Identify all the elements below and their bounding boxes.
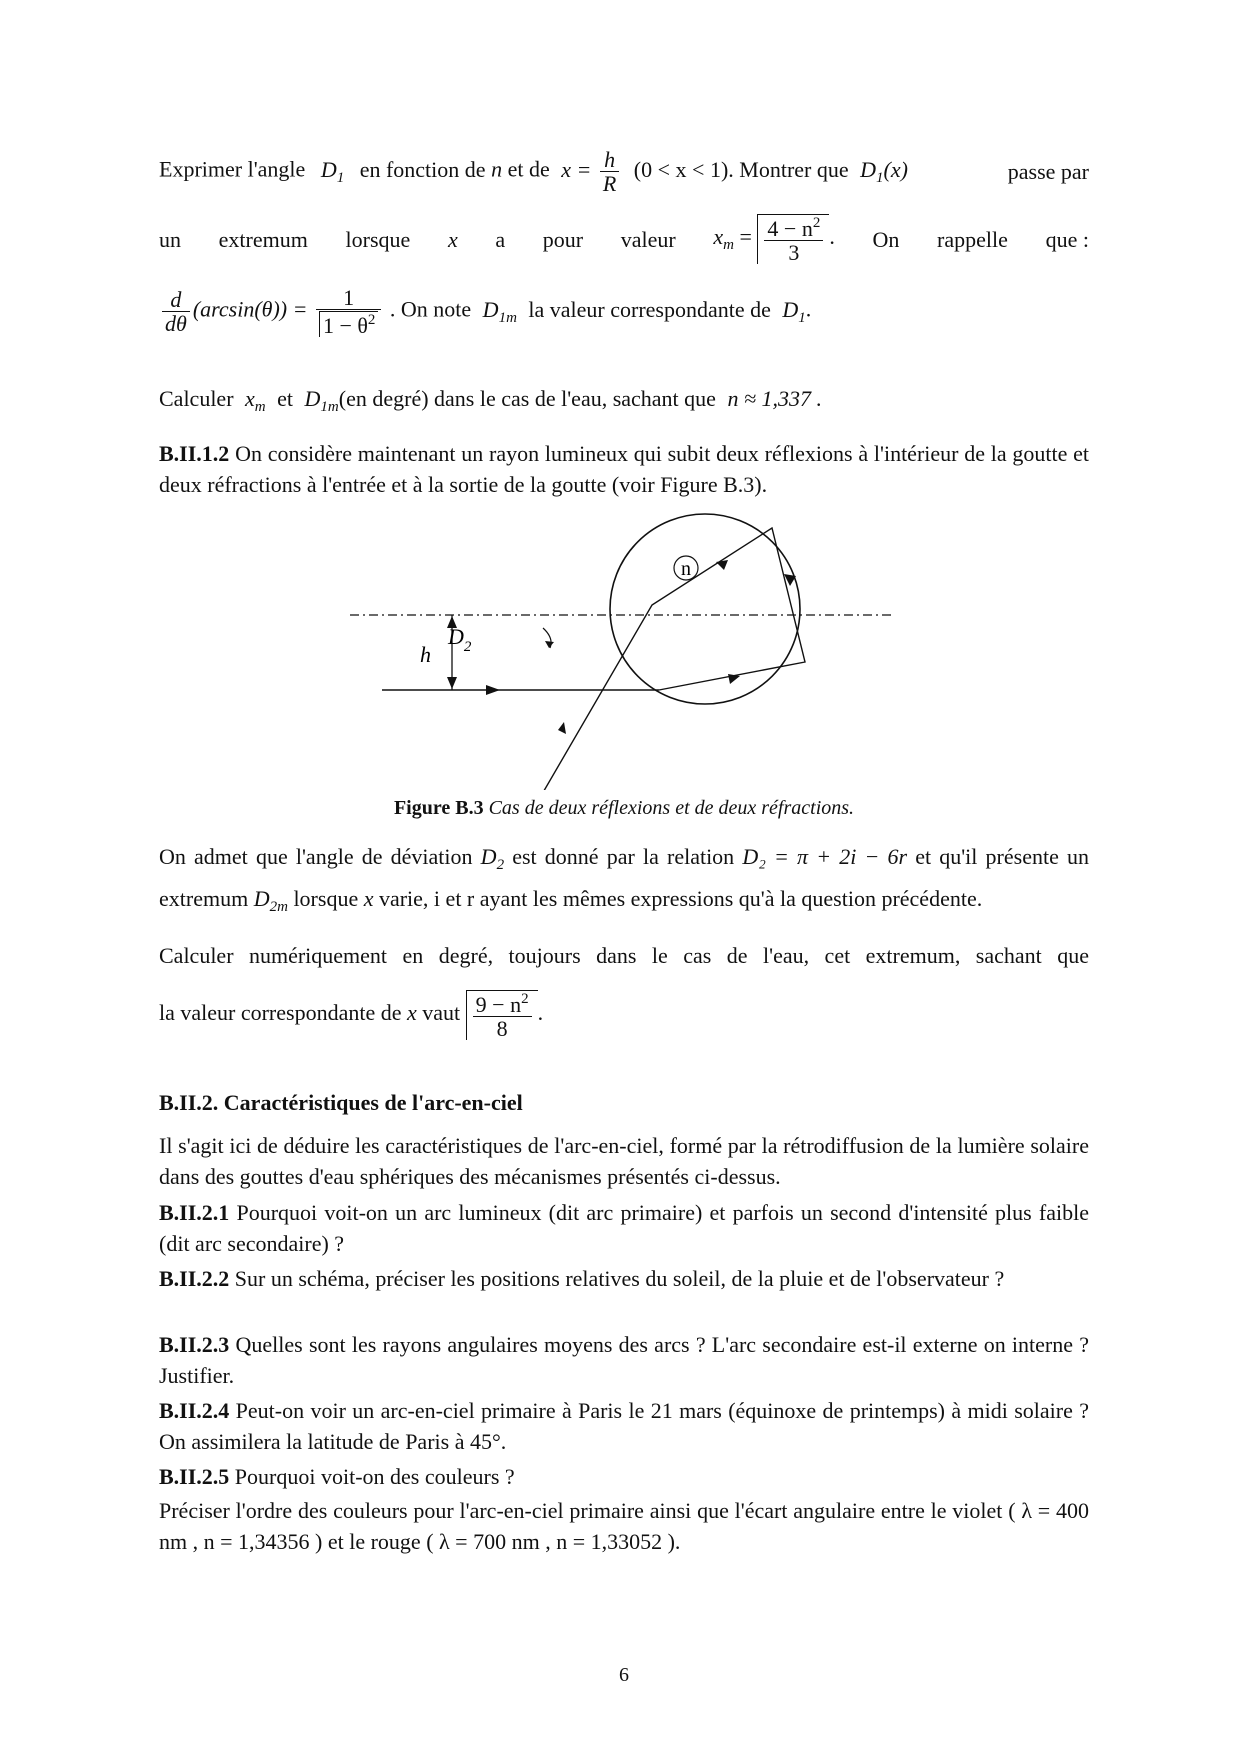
d1-symbol: $D_1$ — [320, 156, 345, 186]
d1m-symbol: $D_{1m}$ — [482, 296, 517, 326]
word-x: x — [447, 226, 458, 252]
n-symbol: n — [491, 156, 503, 182]
x-eq: x = — [561, 156, 592, 182]
express-line — [159, 148, 1089, 195]
calc-line: Calculer $x_m$ et $D_{1m}(en$ degré) dans le cas de l'eau, sachant que n ≈ 1,337 . — [159, 386, 823, 415]
extremum-line — [159, 214, 1089, 264]
question-b2-2-4: B.II.2.4 Peut-on voir un arc-en-ciel primaire à Paris le 21 mars (équinoxe de printemps) à midi solaire ? On assimilera la latitude de Paris à 45°. — [159, 1398, 1089, 1454]
d1-symbol-2: $D_1$ — [782, 296, 806, 326]
incoming-arrow — [486, 685, 500, 695]
n-label: n — [681, 558, 691, 580]
express-text — [159, 148, 908, 195]
word-a: a — [495, 226, 506, 252]
note-rest: la valeur correspondante de — [528, 296, 771, 322]
page-number: 6 — [619, 1664, 629, 1686]
drop-circle — [610, 514, 800, 704]
calc2-line1: Calculer numériquement en degré, toujours dans le cas de l'eau, cet extremum, sachant que — [159, 943, 1089, 968]
word-lorsque: lorsque — [345, 226, 411, 252]
calc2-line2: la valeur correspondante de x vaut $\frac{9 - n^2}{8}$ . — [159, 991, 544, 1042]
word-valeur: valeur — [620, 226, 676, 252]
section-intro: Il s'agit ici de déduire les caractéristiques de l'arc-en-ciel, formé par la rétrodiffusion de la lumière solaire dans des gouttes d'eau sphériques des mécanismes présentés ci-dessus. — [159, 1133, 1089, 1189]
question-b2-1-2 — [159, 438, 1089, 500]
word-extremum: extremum — [218, 226, 308, 252]
word-un: un — [159, 226, 181, 252]
note-text: . On note — [389, 296, 472, 322]
question-label: B.II.1.2 — [159, 441, 230, 466]
n-value: n ≈ 1,337 . — [727, 386, 823, 411]
internal-arrow-3 — [716, 560, 728, 570]
h-over-r-fraction: $\frac{h}{R}$ — [600, 148, 619, 195]
question-b2-2-1: B.II.2.1 Pourquoi voit-on un arc lumineux (dit arc primaire) et parfois un second d'intensité plus faible (dit arc secondaire) ? — [159, 1200, 1090, 1256]
d-dtheta-fraction: $\frac{d}{d\theta}$ — [162, 288, 190, 335]
question-text: On considère maintenant un rayon lumineux qui subit deux réflexions à l'intérieur de la goutte et deux réfractions à l'entrée et à la sortie de la goutte (voir Figure B.3). — [159, 441, 1090, 497]
express-c: et de — [507, 156, 550, 182]
d1x-symbol: $D_1(x)$ — [860, 156, 908, 186]
d2-label: $D_2$ — [448, 624, 472, 655]
question-b2-2-5: B.II.2.5 Pourquoi voit-on des couleurs ? — [159, 1464, 515, 1489]
figure-caption: Figure B.3 Cas de deux réflexions et de deux réfractions. — [393, 797, 855, 819]
derivative-line: $\frac{d}{d\theta}$ (arcsin(θ)) = $\frac{1}{1 - \theta^2}$ . On note $D_{1m}$ la valeur correspondante de $D_1$. — [159, 286, 1089, 337]
figure-b3 — [340, 500, 920, 790]
arcsin-derivative-fraction: $\frac{1}{1 - \theta^2}$ — [316, 286, 381, 337]
d2-formula: D₂ = π + 2i − 6r — [742, 844, 908, 869]
express-passe: passe par — [1007, 159, 1089, 185]
admet-paragraph: On admet que l'angle de déviation $D_2$ est donné par la relation D₂ = π + 2i − 6r et qu'il présente un extremum $D_{2m}$ lorsque x varie, i et r ayant les mêmes expressions qu'à la question précédente. — [159, 844, 1090, 915]
word-on: On — [872, 226, 900, 252]
word-pour: pour — [542, 226, 584, 252]
arcsin-expr: (arcsin(θ)) = — [192, 296, 308, 322]
express-a: Exprimer l'angle — [159, 156, 306, 182]
x-value-formula: $\frac{9 - n^2}{8}$ — [466, 990, 538, 1040]
xm-formula: $x_m$ = $\frac{4 - n^2}{3}$ . — [713, 215, 835, 266]
express-range: (0 < x < 1). Montrer que — [633, 156, 849, 182]
h-label: h — [420, 642, 431, 667]
outgoing-arrow — [558, 722, 566, 734]
word-rappelle: rappelle — [937, 226, 1008, 252]
express-b: en fonction de — [359, 156, 486, 182]
question-b2-2-3: B.II.2.3 Quelles sont les rayons angulaires moyens des arcs ? L'arc secondaire est-il externe on interne ? Justifier. — [159, 1332, 1089, 1388]
internal-ray-path — [495, 528, 805, 790]
section-heading: B.II.2. Caractéristiques de l'arc-en-ciel — [159, 1090, 523, 1115]
word-que: que : — [1045, 226, 1089, 252]
question-b2-2-5-detail: Préciser l'ordre des couleurs pour l'arc-en-ciel primaire ainsi que l'écart angulaire entre le violet ( λ = 400 nm , n = 1,34356 ) et le rouge ( λ = 700 nm , n = 1,33052 ). — [159, 1498, 1089, 1554]
question-b2-2-2: B.II.2.2 Sur un schéma, préciser les positions relatives du soleil, de la pluie et de l'observateur ? — [159, 1266, 1005, 1291]
